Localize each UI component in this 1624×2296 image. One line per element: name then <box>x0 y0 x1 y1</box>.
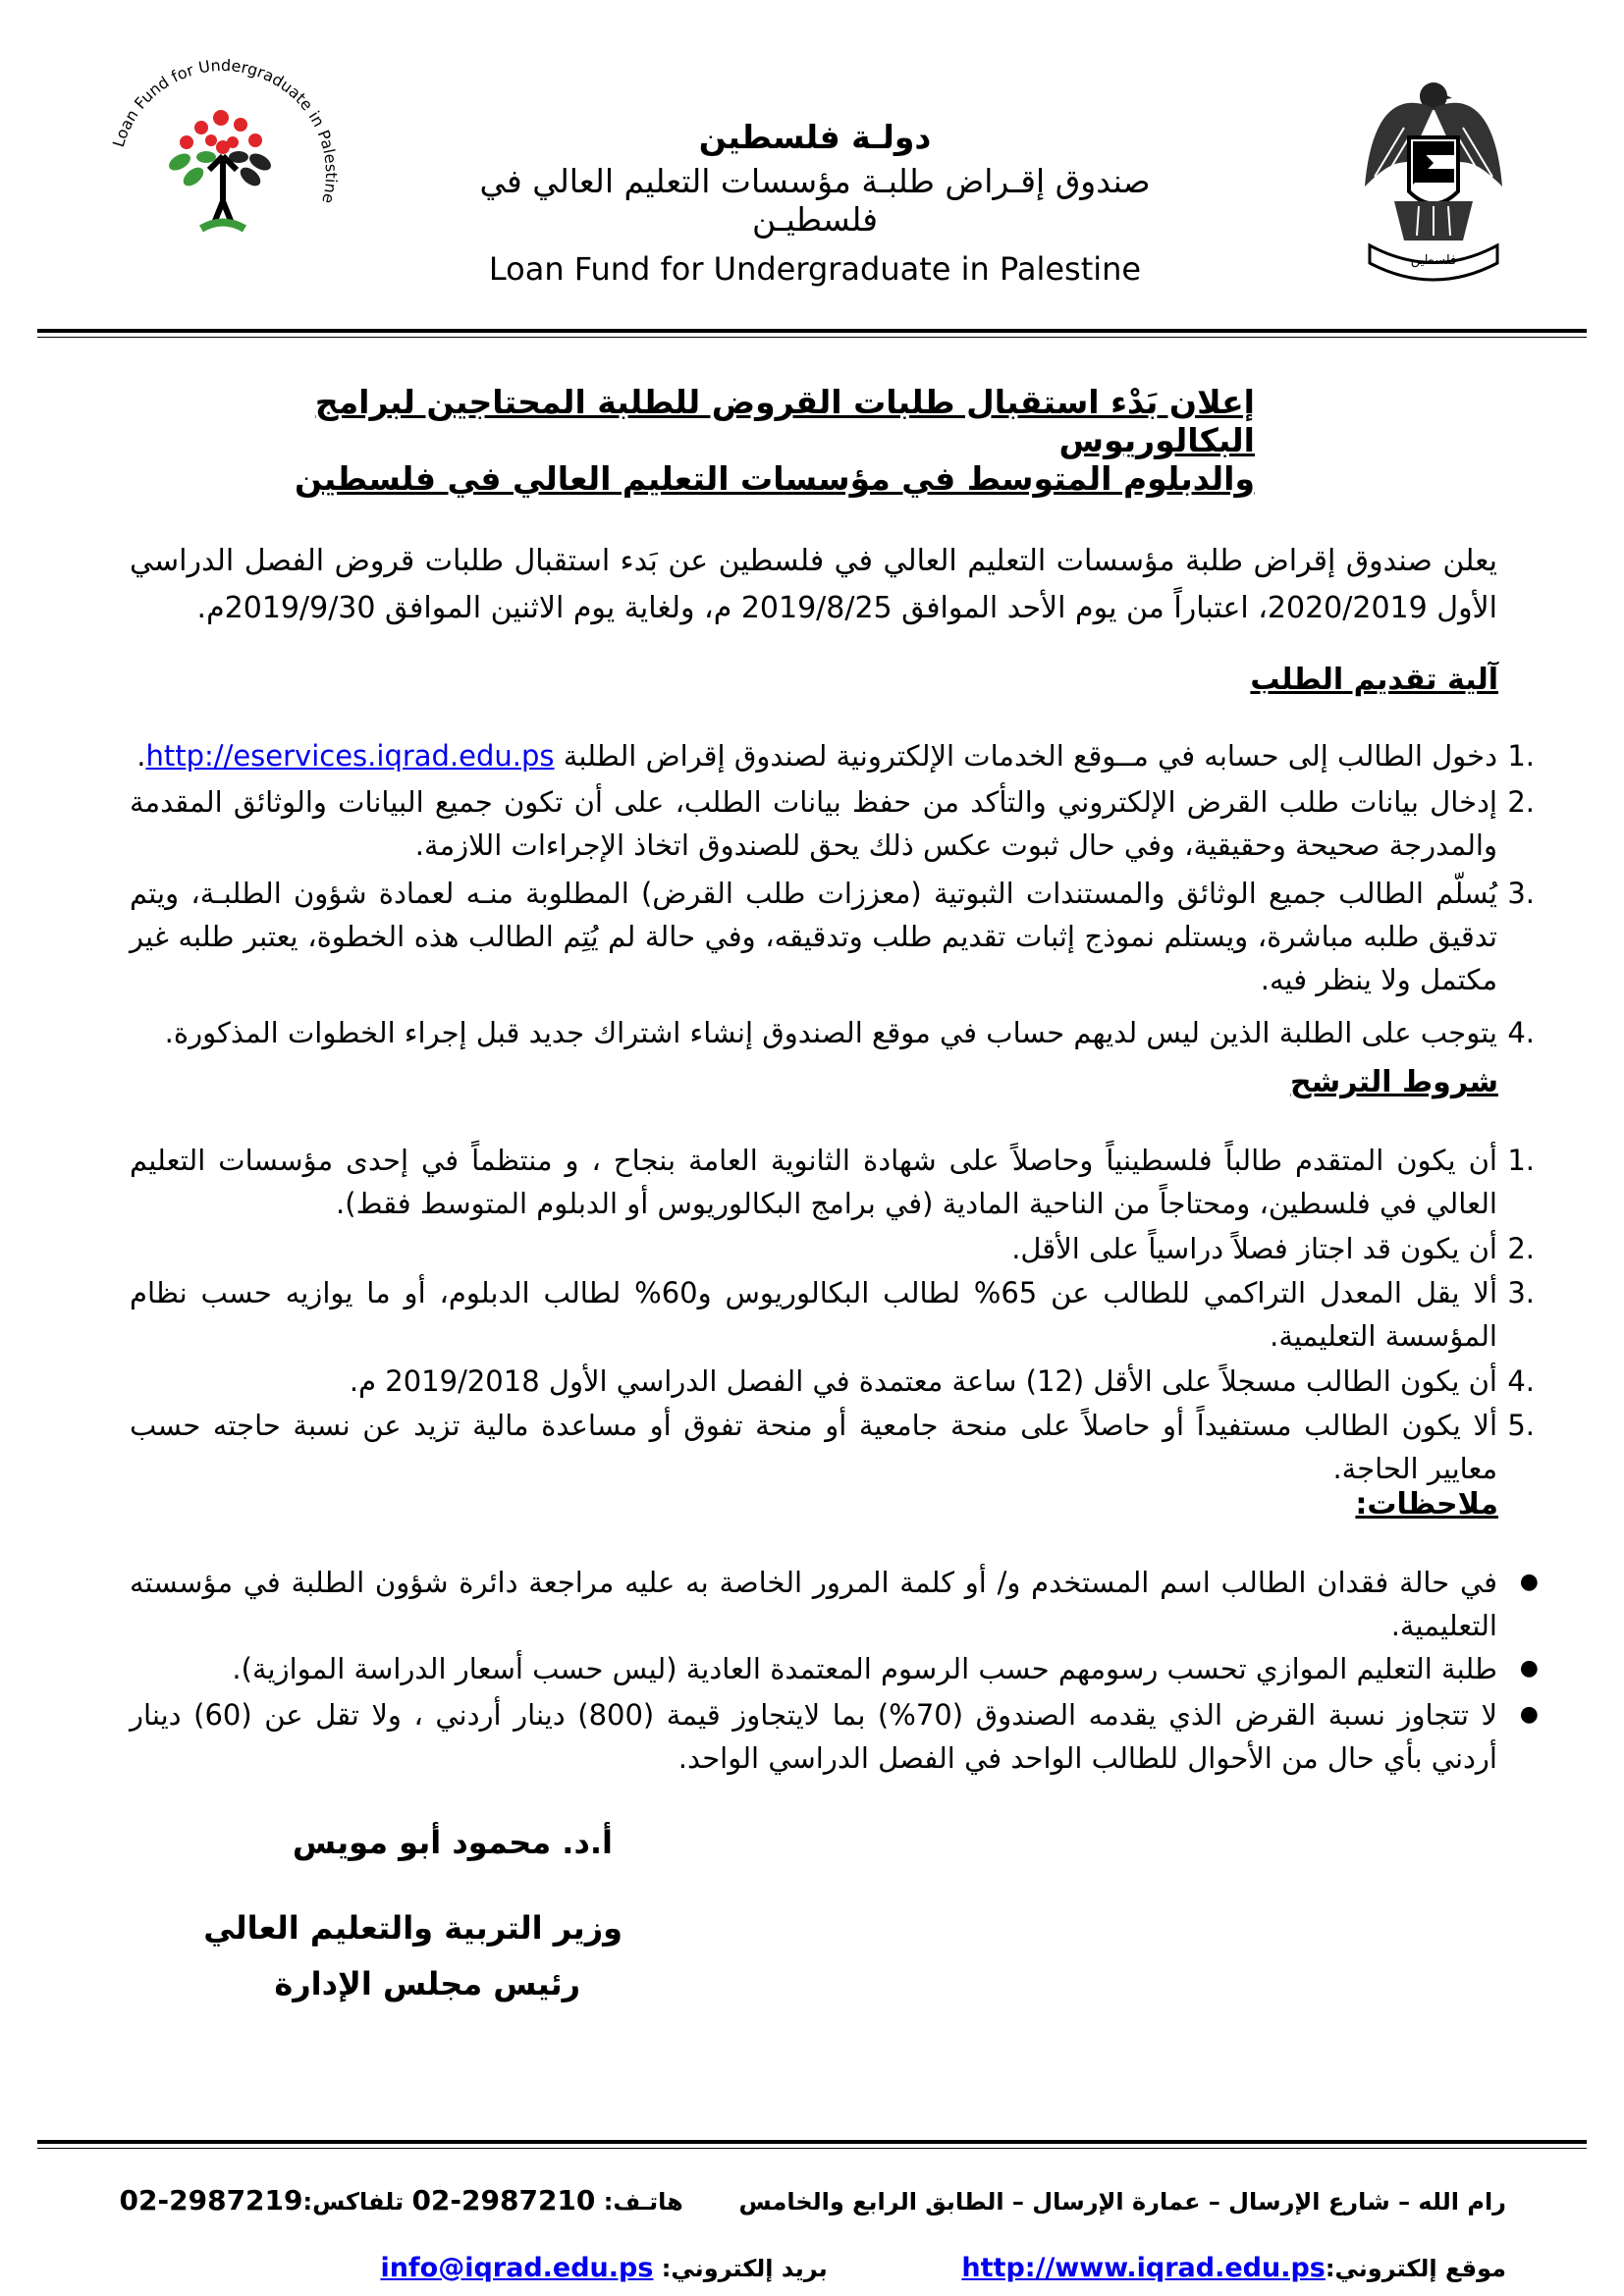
signatory-name: أ.د. محمود أبو مويس <box>292 1824 613 1861</box>
signatory-title-minister: وزير التربية والتعليم العالي <box>203 1909 623 1947</box>
announcement-title-line1: إعلان بَدْء استقبال طلبات القروض للطلبة المحتاجين لبرامج البكالوريوس <box>314 383 1255 459</box>
conditions-heading: شروط الترشح <box>1290 1065 1498 1099</box>
footer-web-line <box>380 2253 1506 2283</box>
mechanism-heading: آلية تقديم الطلب <box>1250 663 1498 697</box>
item-number: 4. <box>1507 1364 1535 1398</box>
item-text: لا تتجاوز نسبة القرض الذي يقدمه الصندوق (70%) بما لايتجاوز قيمة (800) دينار أردني ، ولا تقل عن (60) دينار أردني بأي حال من الأحوال للطالب الواحد في الفصل الدراسي الواحد. <box>130 1698 1498 1775</box>
website-label: موقع إلكتروني: <box>1325 2255 1506 2282</box>
item-number: 2. <box>1507 1232 1535 1265</box>
signatory-title-chairman: رئيس مجلس الإدارة <box>274 1965 580 2002</box>
item-number: 1. <box>1507 1144 1535 1177</box>
condition-item-5 <box>130 1404 1535 1490</box>
item-number: 2. <box>1507 785 1535 819</box>
eservices-link[interactable]: http://eservices.iqrad.edu.ps <box>145 739 555 773</box>
mechanism-item-4 <box>130 1011 1535 1054</box>
palestine-emblem-icon <box>1350 69 1517 285</box>
website-link[interactable]: http://www.iqrad.edu.ps <box>961 2253 1326 2283</box>
item-text: دخول الطالب إلى حسابه في مــوقع الخدمات الإلكترونية لصندوق إقراض الطلبة <box>563 739 1497 773</box>
item-text: في حالة فقدان الطالب اسم المستخدم و/ أو كلمة المرور الخاصة به عليه مراجعة دائرة شؤون الطلبة في مؤسسته التعليمية. <box>130 1566 1497 1642</box>
footer-address: رام الله – شارع الإرسال – عمارة الإرسال – الطابق الرابع والخامس <box>738 2188 1506 2216</box>
item-text: ألا يقل المعدل التراكمي للطالب عن 65% لطالب البكالوريوس و60% لطالب الدبلوم، أو ما يوازيه حسب نظام المؤسسة التعليمية. <box>130 1276 1498 1353</box>
email-link[interactable]: info@iqrad.edu.ps <box>380 2253 654 2283</box>
announcement-title-line2: والدبلوم المتوسط في مؤسسات التعليم العالي في فلسطين <box>295 459 1255 498</box>
note-item-2 <box>130 1647 1539 1690</box>
item-text: يُسلّم الطالب جميع الوثائق والمستندات الثبوتية (معززات طلب القرض) المطلوبة منـه لعمادة شؤون الطلبـة، ويتم تدقيق طلبه مباشرة، ويستلم نموذج إثبات تقديم طلب وتدقيقه، وفي حالة لم يُتِم الطالب هذه الخطوة، يعتبر طلبه غير مكتمل ولا ينظر فيه. <box>130 877 1497 996</box>
note-item-3 <box>130 1693 1539 1780</box>
letterhead <box>422 118 1208 288</box>
emblem-scroll-text: فلسطين <box>1410 253 1457 268</box>
logo-ring-text: Loan Fund for Undergraduate in Palestine <box>108 55 342 206</box>
loan-fund-logo <box>103 54 344 294</box>
intro-paragraph: يعلن صندوق إقراض طلبة مؤسسات التعليم العالي في فلسطين عن بَدء استقبال طلبات قروض الفصل الدراسي الأول 2020/2019، اعتباراً من يوم الأحد الموافق 2019/8/25 م، ولغاية يوم الاثنين الموافق 2019/9/30م. <box>130 544 1497 625</box>
bullet-icon: ● <box>1519 1656 1539 1681</box>
footer-divider <box>37 2140 1587 2144</box>
item-text: يتوجب على الطلبة الذين ليس لديهم حساب في موقع الصندوق إنشاء اشتراك جديد قبل إجراء الخطوات المذكورة. <box>164 1016 1497 1049</box>
item-text: طلبة التعليم الموازي تحسب رسومهم حسب الرسوم المعتمدة العادية (ليس حسب أسعار الدراسة الموازية). <box>232 1652 1497 1685</box>
note-item-1 <box>130 1561 1539 1647</box>
condition-item-3 <box>130 1271 1535 1358</box>
email-label: بريد إلكتروني: <box>661 2255 828 2282</box>
item-tail: . <box>136 739 146 773</box>
header-divider <box>37 329 1587 333</box>
item-text: إدخال بيانات طلب القرض الإلكتروني والتأكد من حفظ بيانات الطلب، على أن تكون جميع البيانات والوثائق المقدمة والمدرجة صحيحة وحقيقية، وفي حال ثبوت عكس ذلك يحق للصندوق اتخاذ الإجراءات اللازمة. <box>130 785 1497 862</box>
condition-item-1 <box>130 1139 1535 1225</box>
item-text: أن يكون قد اجتاز فصلاً دراسياً على الأقل. <box>1011 1232 1497 1265</box>
fund-name-arabic: صندوق إقـراض طلبـة مؤسسات التعليم العالي في فلسطيـن <box>479 162 1151 239</box>
item-number: 4. <box>1507 1016 1535 1049</box>
condition-item-4 <box>130 1360 1535 1403</box>
condition-item-2 <box>130 1227 1535 1270</box>
bullet-icon: ● <box>1519 1570 1539 1594</box>
item-number: 1. <box>1507 739 1535 773</box>
footer-divider-thin <box>37 2148 1587 2149</box>
item-text: أن يكون الطالب مسجلاً على الأقل (12) ساعة معتمدة في الفصل الدراسي الأول 2019/2018 م. <box>349 1364 1497 1398</box>
item-text: أن يكون المتقدم طالباً فلسطينياً وحاصلاً على شهادة الثانوية العامة بنجاح ، و منتظماً في إحدى مؤسسات التعليم العالي في فلسطين، ومحتاجاً من الناحية المادية (في برامج البكالوريوس أو الدبلوم المتوسط فقط). <box>130 1144 1497 1220</box>
mechanism-item-3 <box>130 872 1535 1001</box>
fax-number: 02-2987219 <box>119 2184 303 2216</box>
fax-label: تلفاكس: <box>302 2188 405 2216</box>
mechanism-item-1 <box>130 734 1535 777</box>
header-divider-thin <box>37 337 1587 338</box>
item-number: 5. <box>1507 1409 1535 1442</box>
fund-name-english: Loan Fund for Undergraduate in Palestine <box>488 250 1142 288</box>
footer-contact-line <box>120 2184 1506 2216</box>
item-text: ألا يكون الطالب مستفيداً أو حاصلاً على منحة جامعية أو منحة تفوق أو مساعدة مالية تزيد عن نسبة حاجته حسب معايير الحاجة. <box>130 1409 1497 1485</box>
item-number: 3. <box>1507 1276 1535 1309</box>
notes-heading: ملاحظات: <box>1355 1487 1498 1522</box>
mechanism-item-2 <box>130 780 1535 867</box>
phone-number: 02-2987210 <box>411 2184 596 2216</box>
state-name: دولـة فلسطين <box>698 118 932 156</box>
item-number: 3. <box>1507 877 1535 910</box>
bullet-icon: ● <box>1519 1702 1539 1727</box>
phone-label: هاتـف: <box>603 2188 683 2216</box>
